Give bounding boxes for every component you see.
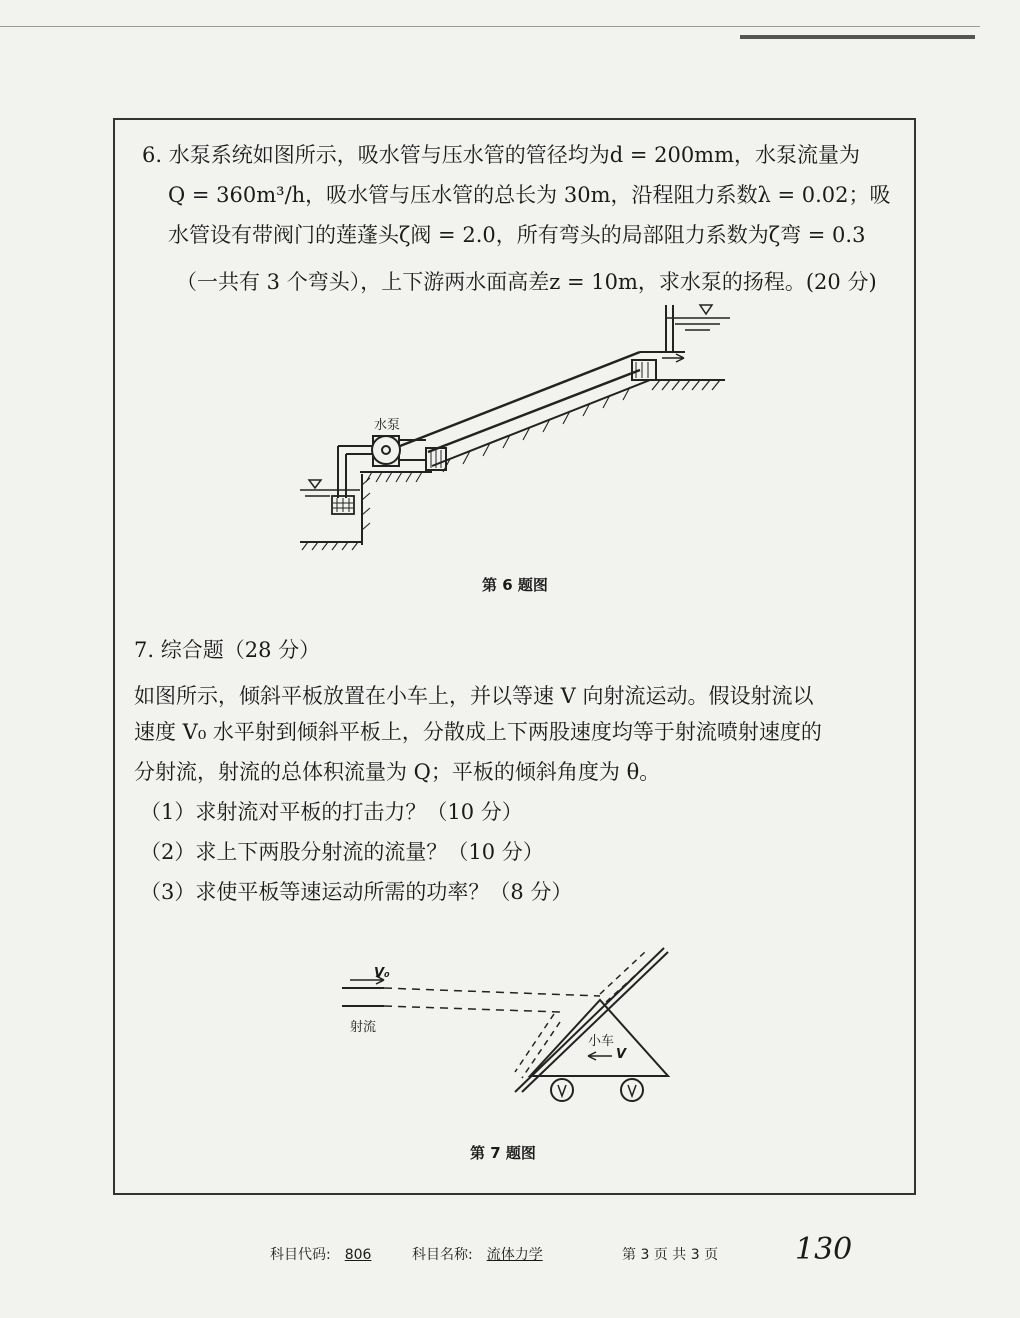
footer-name-label: 科目名称: xyxy=(412,1247,473,1263)
footer-code-label: 科目代码: xyxy=(270,1247,331,1263)
q6-line-2: Q = 360m³/h，吸水管与压水管的总长为 30m，沿程阻力系数λ = 0.02；吸 xyxy=(168,183,891,207)
q7-title: 7. 综合题（28 分） xyxy=(134,638,321,662)
fig7-v-label: V xyxy=(616,1047,627,1062)
q6-line-1: 6. 水泵系统如图所示，吸水管与压水管的管径均为d = 200mm，水泵流量为 xyxy=(142,143,861,167)
q7-line-3: 分射流，射流的总体积流量为 Q；平板的倾斜角度为 θ。 xyxy=(134,760,661,784)
fig7-caption: 第 7 题图 xyxy=(470,1144,536,1162)
fig7-v0-label: V₀ xyxy=(374,966,390,981)
q6-line-3: 水管设有带阀门的莲蓬头ζ阀 = 2.0，所有弯头的局部阻力系数为ζ弯 = 0.3 xyxy=(168,223,866,247)
fig7-jet-label: 射流 xyxy=(350,1020,377,1035)
q7-line-2: 速度 V₀ 水平射到倾斜平板上，分散成上下两股速度均等于射流喷射速度的 xyxy=(134,720,822,744)
footer-code xyxy=(270,1244,385,1264)
footer-name-value: 流体力学 xyxy=(486,1247,543,1263)
handwritten-number: 130 xyxy=(795,1232,853,1267)
footer-page-info: 第 3 页 共 3 页 xyxy=(622,1247,719,1263)
fig6-pump-label: 水泵 xyxy=(374,418,401,433)
q7-line-1: 如图所示，倾斜平板放置在小车上，并以等速 V 向射流运动。假设射流以 xyxy=(134,684,814,708)
q7-sub-3: （3）求使平板等速运动所需的功率？（8 分） xyxy=(140,880,573,904)
footer-name xyxy=(412,1244,557,1264)
q7-sub-1: （1）求射流对平板的打击力？（10 分） xyxy=(140,800,523,824)
footer-code-value: 806 xyxy=(344,1247,372,1263)
q7-sub-2: （2）求上下两股分射流的流量？（10 分） xyxy=(140,840,544,864)
fig6-caption: 第 6 题图 xyxy=(482,576,548,594)
fig7-cart-label: 小车 xyxy=(588,1034,615,1049)
q6-line-4: （一共有 3 个弯头），上下游两水面高差z = 10m，求水泵的扬程。(20 分) xyxy=(176,270,877,294)
